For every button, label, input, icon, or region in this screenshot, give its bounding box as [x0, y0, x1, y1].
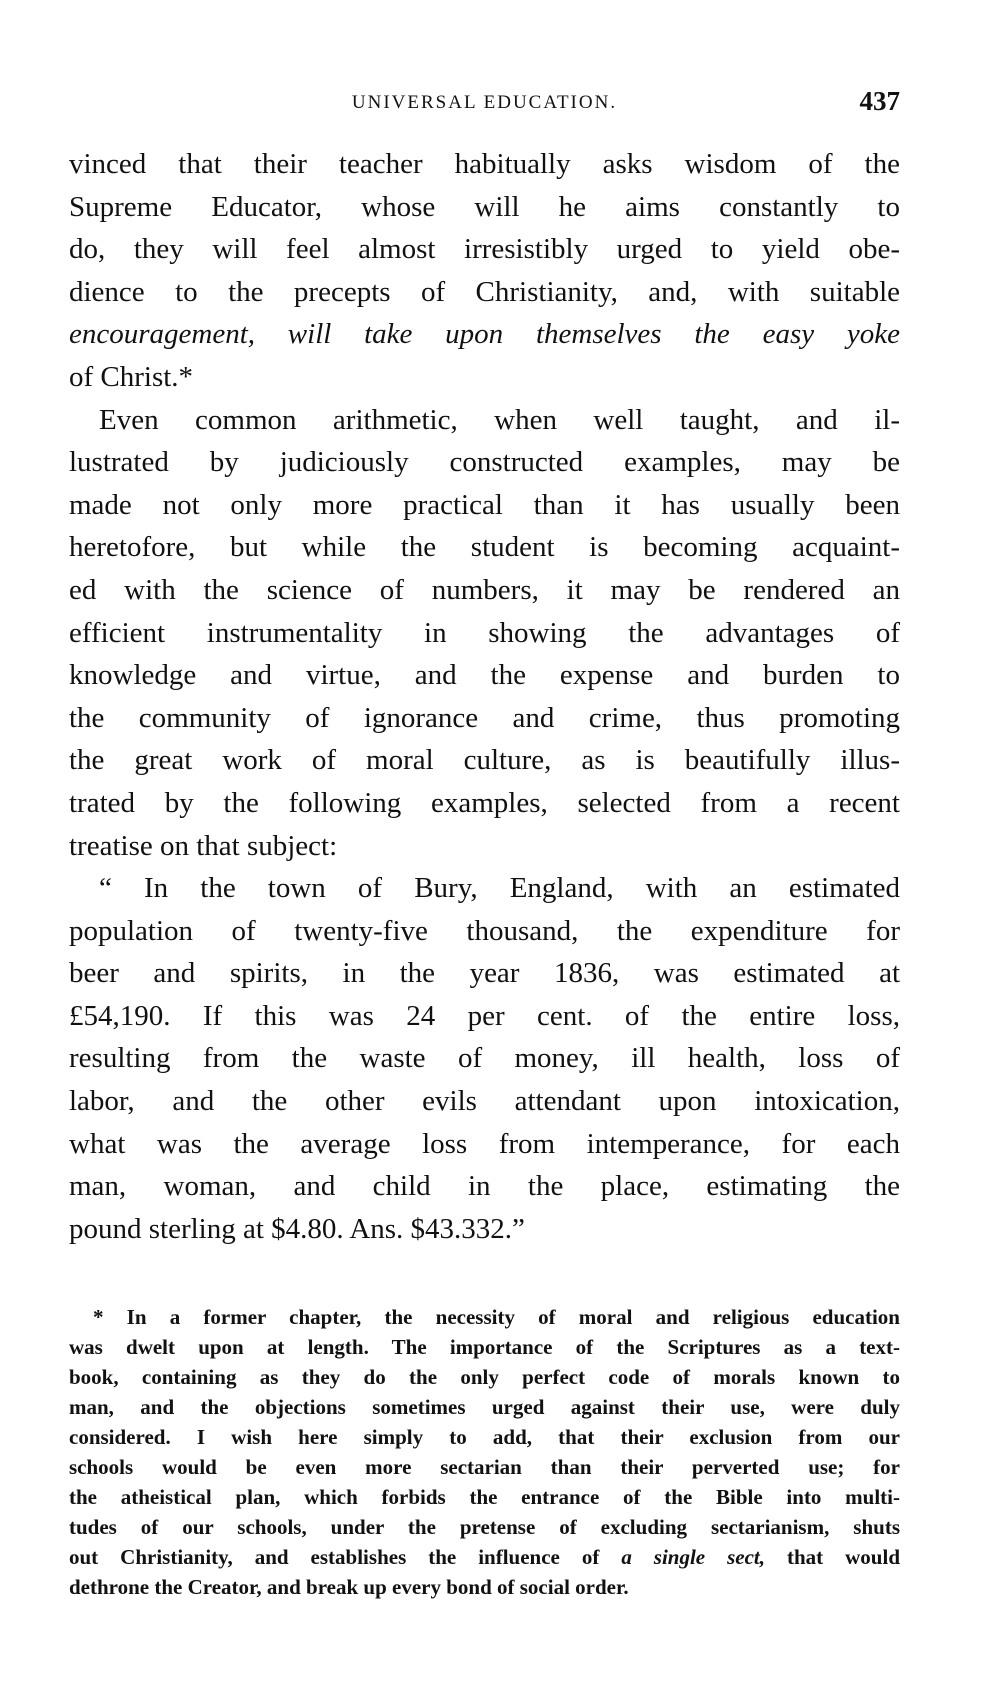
footnote-line: was dwelt upon at length. The importance of the Scriptures as a text-: [69, 1335, 900, 1359]
text-line: the great work of moral culture, as is beautifully illus-: [69, 744, 900, 777]
running-title: UNIVERSAL EDUCATION.: [351, 92, 618, 113]
text-line: heretofore, but while the student is becoming acquaint-: [69, 531, 900, 564]
text-line: made not only more practical than it has usually been: [69, 488, 900, 521]
text-line: dience to the precepts of Christianity, and, with suitable: [69, 275, 900, 308]
footnote: [69, 1302, 900, 1602]
text-segment: that would: [765, 1545, 900, 1569]
text-line: population of twenty-five thousand, the expenditure for: [69, 914, 900, 947]
text-line: trated by the following examples, selected from a recent: [69, 786, 900, 819]
text-line: lustrated by judiciously constructed examples, may be: [69, 446, 900, 479]
page-header: [69, 86, 900, 118]
italic-phrase: a single sect,: [621, 1545, 766, 1569]
text-line: of Christ.*: [69, 360, 194, 393]
footnote-line: schools would be even more sectarian than their perverted use; for: [69, 1455, 900, 1479]
text-segment: out Christianity, and establishes the influence of: [69, 1545, 622, 1569]
text-line: what was the average loss from intemperance, for each: [69, 1127, 900, 1160]
footnote-line: tudes of our schools, under the pretense of excluding sectarianism, shuts: [69, 1515, 900, 1539]
body-text: [69, 143, 900, 1250]
text-line: treatise on that subject:: [69, 829, 338, 862]
text-line: vinced that their teacher habitually asks wisdom of the: [69, 148, 900, 180]
text-line: encouragement, will take upon themselves the easy yoke: [69, 318, 900, 351]
page-number: 437: [859, 86, 900, 116]
text-line: efficient instrumentality in showing the advantages of: [69, 616, 900, 649]
text-line: knowledge and virtue, and the expense and burden to: [69, 659, 900, 692]
footnote-line: book, containing as they do the only perfect code of morals known to: [69, 1365, 900, 1389]
text-line: pound sterling at $4.80. Ans. $43.332.”: [69, 1212, 525, 1245]
text-line: labor, and the other evils attendant upon intoxication,: [69, 1085, 900, 1118]
text-line: the community of ignorance and crime, thus promoting: [69, 701, 900, 734]
footnote-line: man, and the objections sometimes urged against their use, were duly: [69, 1395, 900, 1419]
footnote-line: * In a former chapter, the necessity of moral and religious education: [93, 1305, 900, 1329]
footnote-line: considered. I wish here simply to add, that their exclusion from our: [69, 1425, 900, 1449]
text-line: beer and spirits, in the year 1836, was estimated at: [69, 957, 900, 990]
text-line: ed with the science of numbers, it may be rendered an: [69, 573, 900, 606]
footnote-line: [69, 1542, 900, 1572]
text-line: Even common arithmetic, when well taught, and il-: [99, 403, 900, 436]
text-line: do, they will feel almost irresistibly urged to yield obe-: [69, 233, 900, 266]
text-line: £54,190. If this was 24 per cent. of the entire loss,: [69, 999, 900, 1032]
text-line: “ In the town of Bury, England, with an estimated: [99, 872, 900, 905]
text-line: Supreme Educator, whose will he aims constantly to: [69, 190, 900, 223]
text-line: resulting from the waste of money, ill health, loss of: [69, 1042, 900, 1075]
footnote-line: dethrone the Creator, and break up every bond of social order.: [69, 1575, 629, 1599]
text-line: man, woman, and child in the place, estimating the: [69, 1170, 900, 1203]
footnote-line: the atheistical plan, which forbids the entrance of the Bible into multi-: [69, 1485, 900, 1509]
